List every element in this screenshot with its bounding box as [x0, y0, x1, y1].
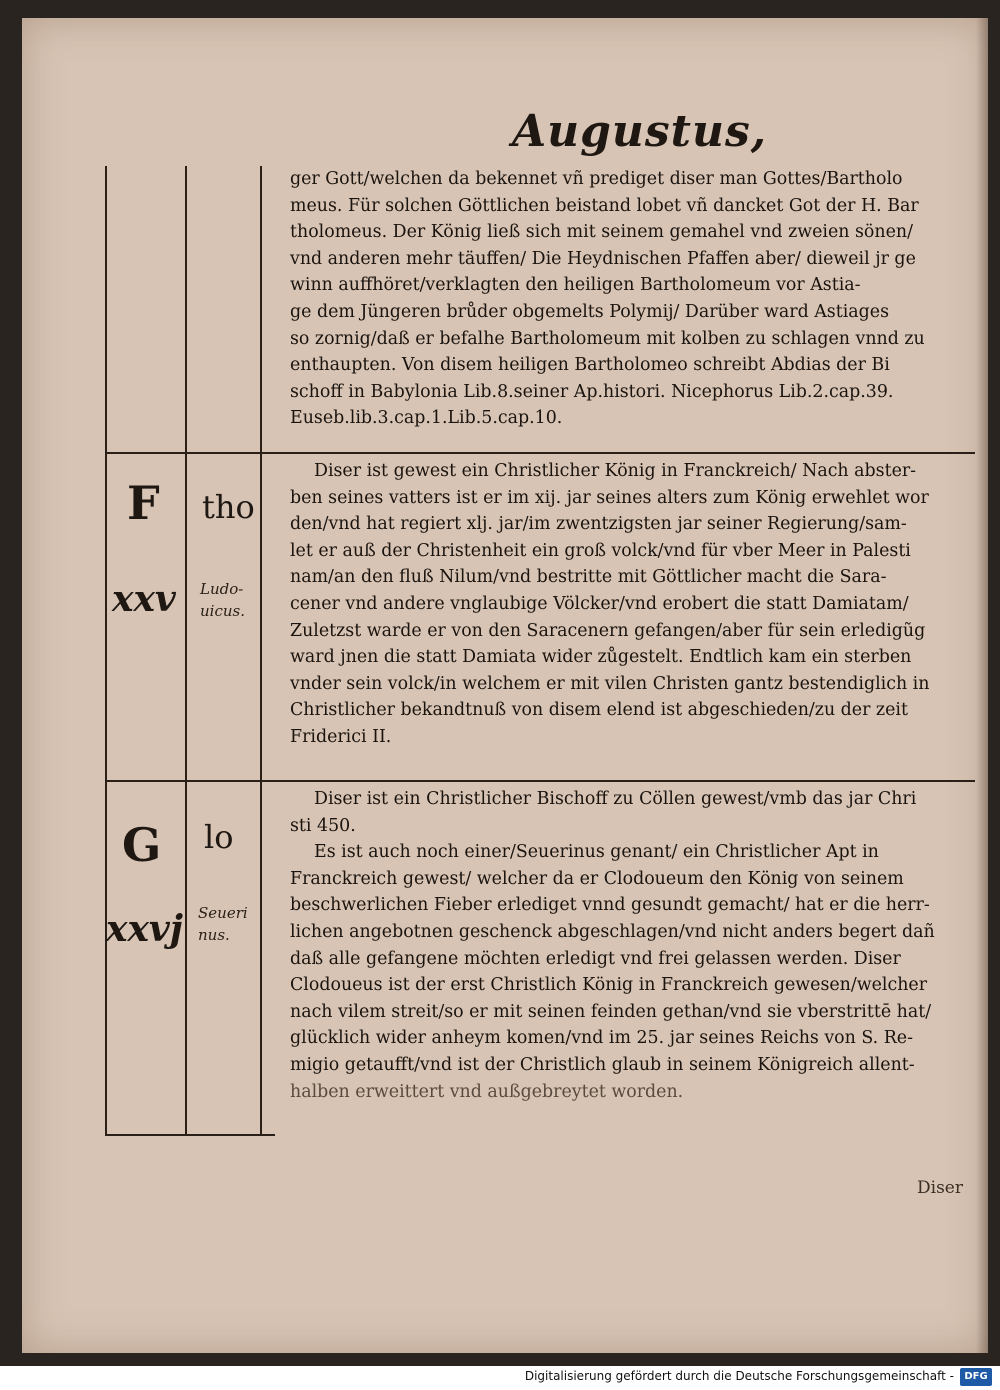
catchword: Diser [917, 1178, 963, 1198]
text-line: ben seines vatters ist er im xij. jar seines alters zum König erwehlet wor [290, 487, 929, 508]
column-rule-middle [185, 166, 187, 1136]
text-line: winn auffhöret/verklagten den heiligen Bartholomeum vor Astia- [290, 275, 861, 296]
text-line: ger Gott/welchen da bekennet vñ prediget diser man Gottes/Bartholo [290, 169, 903, 189]
column-rule-right [260, 166, 262, 1136]
text-line: Diser ist ein Christlicher Bischoff zu Cöllen gewest/vmb das jar Chri [314, 789, 917, 809]
text-line: ge dem Jüngeren brůder obgemelts Polymij/ Darüber ward Astiages [290, 301, 889, 322]
day-number: xxvj [106, 908, 183, 950]
dfg-logo-icon: DFG [960, 1368, 992, 1386]
entry-separator-1 [105, 452, 975, 454]
text-line: cener vnd andere vnglaubige Völcker/vnd erobert die statt Damiatam/ [290, 593, 909, 614]
entry-separator-2 [105, 780, 975, 782]
text-line: Clodoueus ist der erst Christlich König in Franckreich gewesen/welcher [290, 975, 928, 996]
calendar-syllable: tho [202, 488, 255, 526]
day-number: xxv [112, 578, 176, 620]
text-line: meus. Für solchen Göttlichen beistand lobet vñ dancket Got der H. Bar [290, 195, 919, 216]
text-line: nach vilem streit/so er mit seinen feinden gethan/vnd sie vberstrittē hat/ [290, 1001, 932, 1022]
text-line: sti 450. [290, 815, 356, 836]
saint-name: Ludo- uicus. [200, 580, 245, 620]
book-page [22, 18, 988, 1353]
saint-name: Seueri nus. [198, 904, 248, 944]
dominical-letter: F [127, 476, 160, 530]
continuation-text [290, 166, 980, 432]
running-head: Augustus, [512, 106, 768, 157]
footer-bar [0, 1366, 1000, 1390]
text-line: enthaupten. Von disem heiligen Bartholomeo schreibt Abdias der Bi [290, 355, 890, 376]
text-line: Euseb.lib.3.cap.1.Lib.5.cap.10. [290, 408, 563, 429]
text-line: den/vnd hat regiert xlj. jar/im zwentzigsten jar seiner Regierung/sam- [290, 514, 907, 535]
table-bottom-rule [105, 1134, 275, 1136]
text-line: halben erweittert vnd außgebreytet worden. [290, 1081, 684, 1102]
text-line: Zuletzst warde er von den Saracenern gefangen/aber für sein erledigũg [290, 620, 926, 641]
entry-text-ludouicus [290, 458, 980, 751]
column-rule-left [105, 166, 107, 1136]
text-line: Es ist auch noch einer/Seuerinus genant/ ein Christlicher Apt in [314, 842, 879, 863]
text-line: ward jnen die statt Damiata wider zůgestelt. Endtlich kam ein sterben [290, 647, 912, 668]
text-line: vnd anderen mehr täuffen/ Die Heydnischen Pfaffen aber/ dieweil jr ge [290, 248, 916, 269]
text-line: beschwerlichen Fieber erlediget vnnd gesundt gemacht/ hat er die herr- [290, 895, 930, 916]
text-line: glücklich wider anheym komen/vnd im 25. jar seines Reichs von S. Re- [290, 1028, 913, 1049]
text-line: migio getaufft/vnd ist der Christlich glaub in seinem Königreich allent- [290, 1054, 915, 1075]
text-line: daß alle gefangene möchten erledigt vnd frei gelassen werden. Diser [290, 948, 901, 969]
text-line: schoff in Babylonia Lib.8.seiner Ap.histori. Nicephorus Lib.2.cap.39. [290, 381, 894, 402]
text-line: nam/an den fluß Nilum/vnd bestritte mit Göttlicher macht die Sara- [290, 567, 887, 588]
text-line: so zornig/daß er befalhe Bartholomeum mit kolben zu schlagen vnnd zu [290, 328, 925, 349]
text-line: tholomeus. Der König ließ sich mit seinem gemahel vnd zweien sönen/ [290, 222, 913, 243]
entry-text-seuerinus [290, 786, 980, 1105]
funding-notice: Digitalisierung gefördert durch die Deutsche Forschungsgemeinschaft - [524, 1369, 954, 1383]
text-line: Diser ist gewest ein Christlicher König in Franckreich/ Nach abster- [314, 461, 917, 481]
calendar-syllable: lo [204, 818, 234, 856]
text-line: Franckreich gewest/ welcher da er Clodoueum den König von seinem [290, 868, 904, 889]
text-line: vnder sein volck/in welchem er mit vilen Christen gantz bestendiglich in [290, 673, 930, 694]
text-line: Christlicher bekandtnuß von disem elend ist abgeschieden/zu der zeit [290, 700, 908, 721]
text-line: let er auß der Christenheit ein groß volck/vnd für vber Meer in Palesti [290, 540, 911, 561]
text-line: lichen angebotnen geschenck abgeschlagen/vnd nicht anders begert dañ [290, 921, 935, 942]
dominical-letter: G [122, 818, 162, 872]
text-line: Friderici II. [290, 726, 392, 747]
